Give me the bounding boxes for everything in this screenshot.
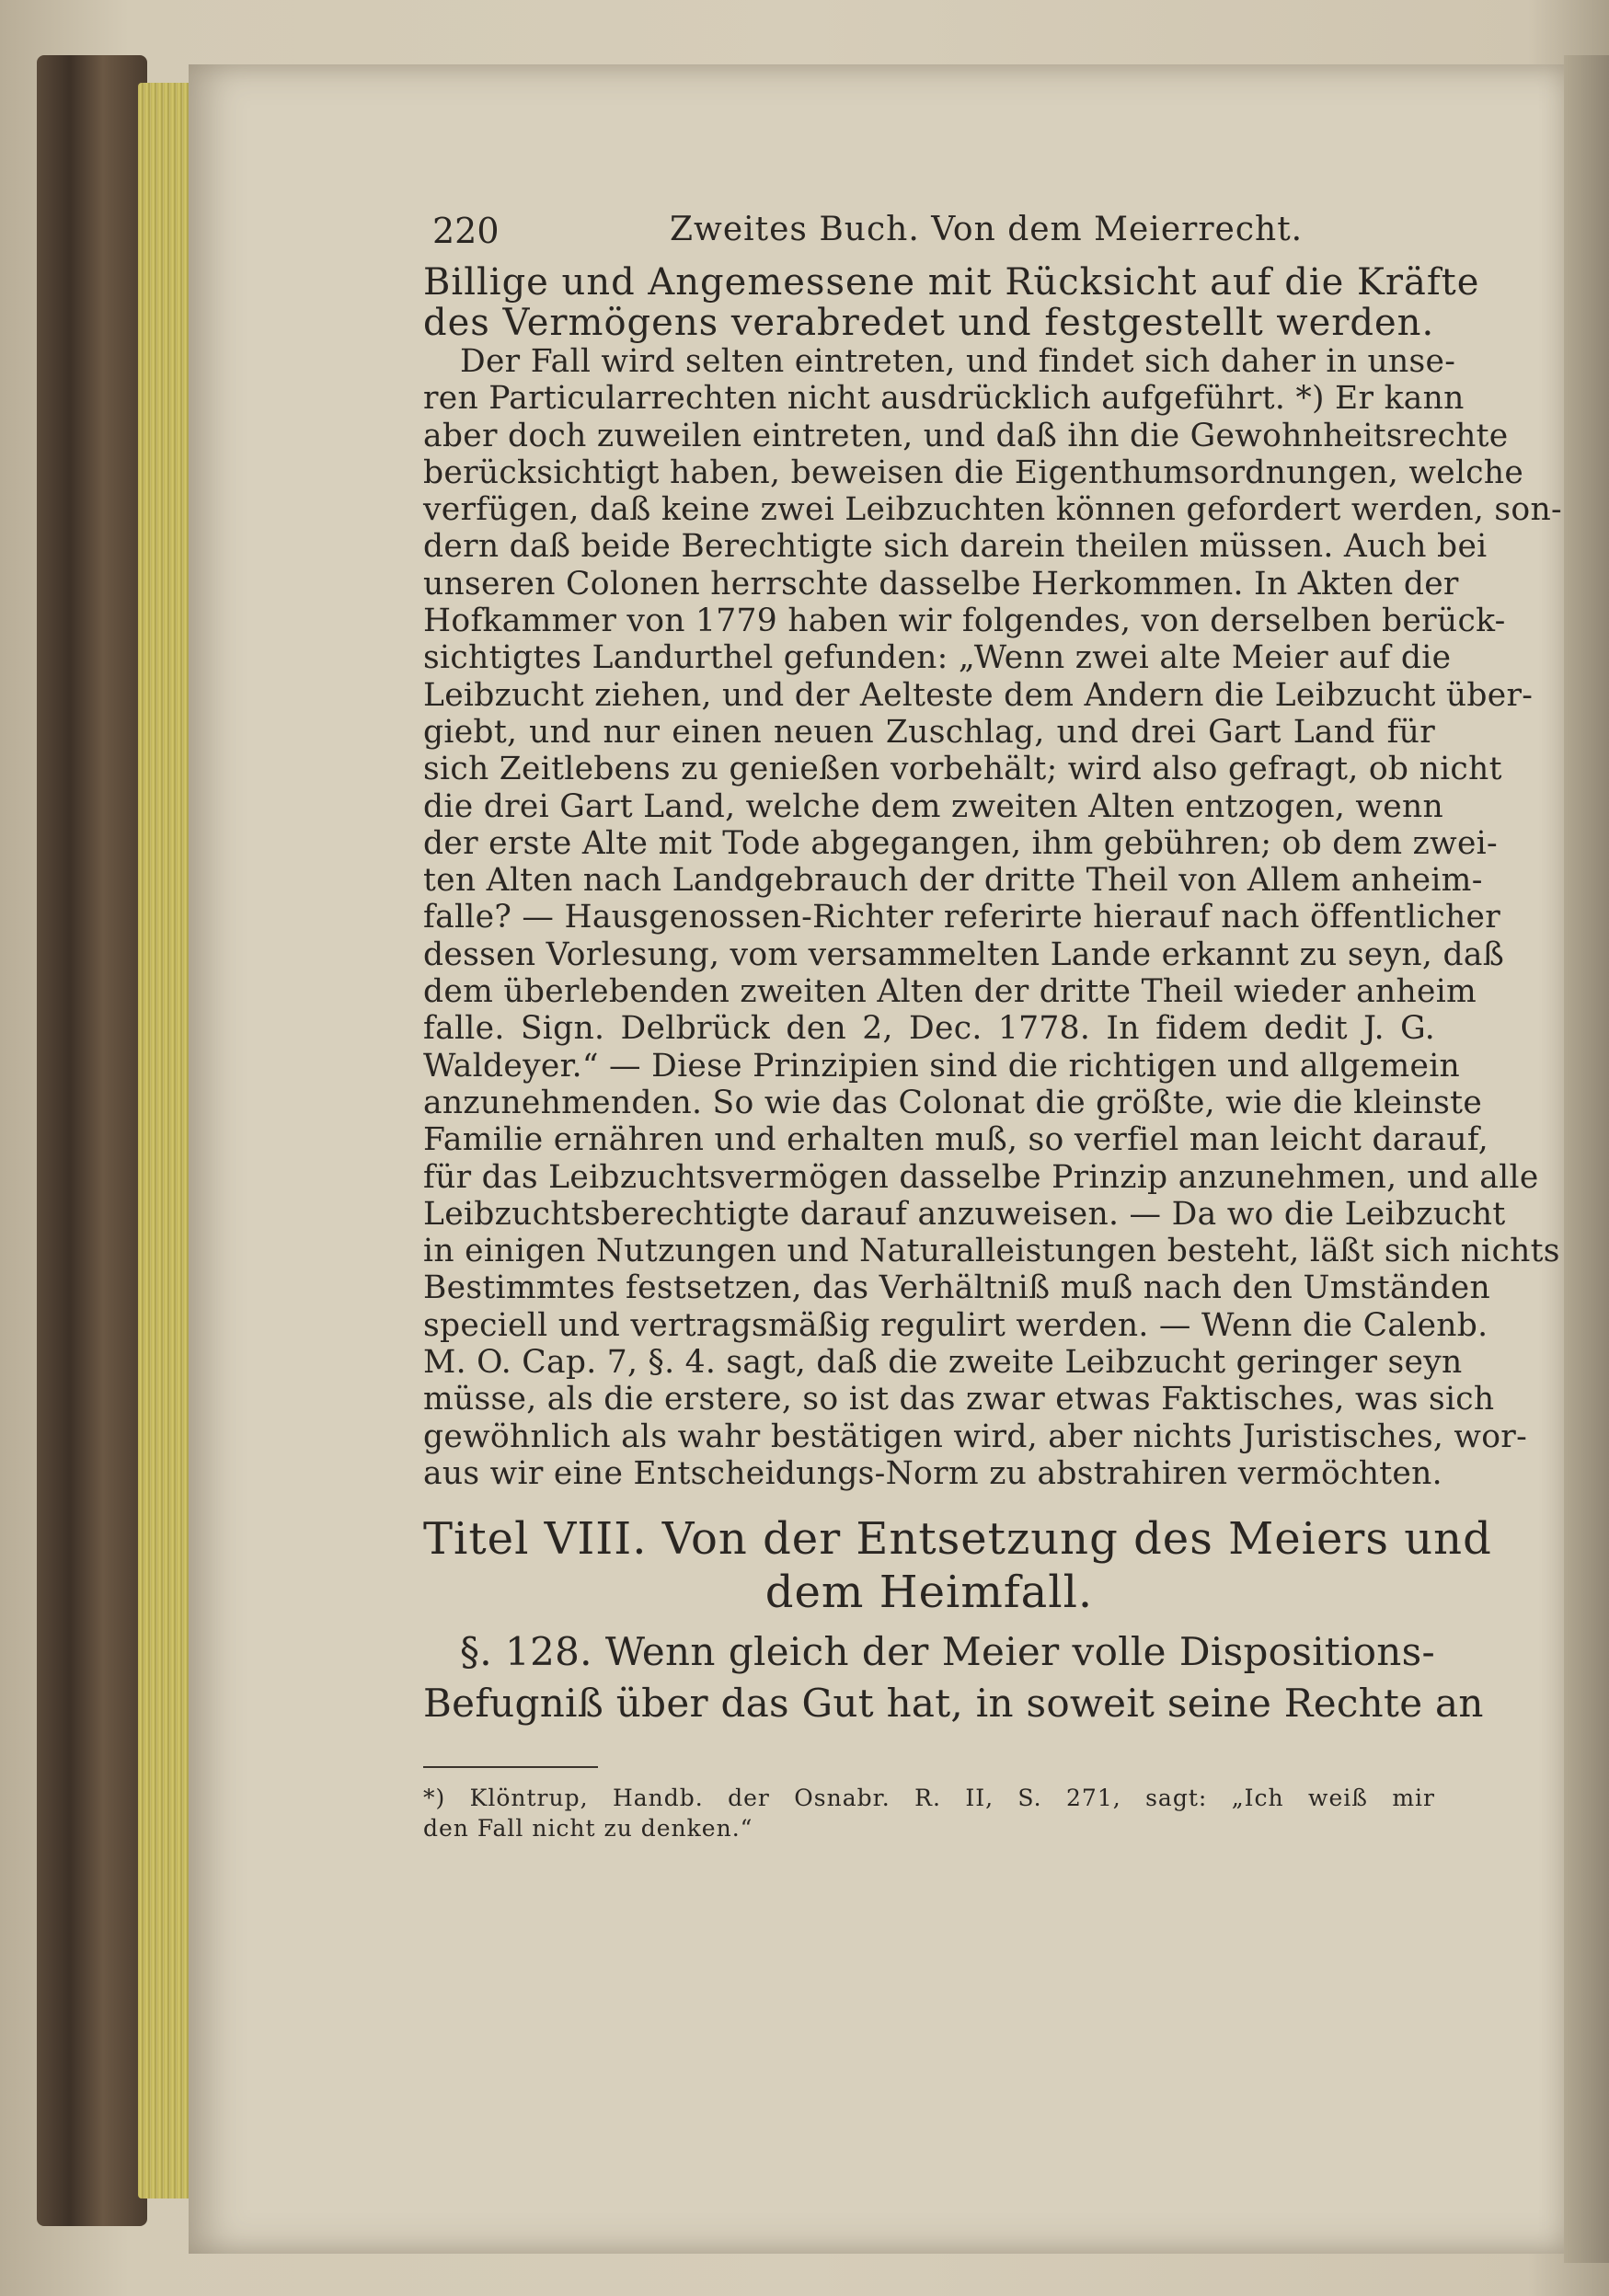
- opening-text: [423, 261, 1480, 344]
- text-line: für das Leibzuchtsvermögen dasselbe Prinzip anzunehmen, und alle: [423, 1158, 1539, 1196]
- text-line: verfügen, daß keine zwei Leibzuchten können gefordert werden, son-: [423, 491, 1562, 529]
- text-line: anzunehmenden. So wie das Colonat die größte, wie die kleinste: [423, 1084, 1483, 1121]
- text-line: die drei Gart Land, welche dem zweiten Alten entzogen, wenn: [423, 787, 1443, 825]
- text-line: Billige und Angemessene mit Rücksicht auf die Kräfte: [423, 261, 1480, 304]
- title-line: Titel VIII. Von der Entsetzung des Meiers und: [423, 1513, 1492, 1566]
- section-title: [423, 1512, 1492, 1619]
- footnote-line: den Fall nicht zu denken.“: [423, 1815, 753, 1843]
- footnote: [423, 1783, 1435, 1843]
- text-line: aus wir eine Entscheidungs-Norm zu abstrahiren vermöchten.: [423, 1454, 1442, 1492]
- text-line: Waldeyer.“ — Diese Prinzipien sind die richtigen und allgemein: [423, 1047, 1461, 1085]
- text-line: Bestimmtes festsetzen, das Verhältniß muß nach den Umständen: [423, 1269, 1490, 1307]
- text-line: Leibzucht ziehen, und der Aelteste dem Andern die Leibzucht über-: [423, 676, 1534, 714]
- text-line: Leibzuchtsberechtigte darauf anzuweisen. — Da wo die Leibzucht: [423, 1195, 1506, 1233]
- text-line: speciell und vertragsmäßig regulirt werden. — Wenn die Calenb.: [423, 1306, 1488, 1344]
- text-line: ten Alten nach Landgebrauch der dritte Theil von Allem anheim-: [423, 862, 1483, 900]
- text-line: Befugniß über das Gut hat, in soweit seine Rechte an: [423, 1681, 1484, 1727]
- text-line: unseren Colonen herrschte dasselbe Herkommen. In Akten der: [423, 565, 1459, 603]
- text-line: ren Particularrechten nicht ausdrücklich aufgeführt. *) Er kann: [423, 380, 1465, 418]
- text-line: Familie ernähren und erhalten muß, so verfiel man leicht darauf,: [423, 1121, 1489, 1159]
- text-line: falle. Sign. Delbrück den 2, Dec. 1778. In fidem dedit J. G.: [423, 1010, 1435, 1048]
- page-number: 220: [432, 211, 500, 251]
- text-line: der erste Alte mit Tode abgegangen, ihm gebühren; ob dem zwei-: [423, 824, 1498, 862]
- text-line: sichtigtes Landurthel gefunden: „Wenn zwei alte Meier auf die: [423, 639, 1452, 677]
- text-line: §. 128. Wenn gleich der Meier volle Dispositions-: [460, 1629, 1435, 1675]
- text-line: in einigen Nutzungen und Naturalleistungen besteht, läßt sich nichts: [423, 1233, 1560, 1270]
- text-line: giebt, und nur einen neuen Zuschlag, und drei Gart Land für: [423, 713, 1435, 751]
- text-line: M. O. Cap. 7, §. 4. sagt, daß die zweite Leibzucht geringer seyn: [423, 1344, 1463, 1382]
- text-line: dessen Vorlesung, vom versammelten Lande erkannt zu seyn, daß: [423, 936, 1505, 973]
- text-line: Hofkammer von 1779 haben wir folgendes, von derselben berück-: [423, 603, 1506, 640]
- page-header: [423, 207, 1435, 262]
- text-line: müsse, als die erstere, so ist das zwar etwas Faktisches, was sich: [423, 1381, 1495, 1418]
- text-line: gewöhnlich als wahr bestätigen wird, aber nichts Juristisches, wor-: [423, 1418, 1528, 1455]
- text-line: dern daß beide Berechtigte sich darein theilen müssen. Auch bei: [423, 528, 1488, 566]
- footnote-rule: [423, 1766, 598, 1768]
- footnote-line: *) Klöntrup, Handb. der Osnabr. R. II, S. 271, sagt: „Ich weiß mir: [423, 1785, 1435, 1812]
- facing-page-edge: [1564, 55, 1609, 2263]
- text-line: falle? — Hausgenossen-Richter referirte hierauf nach öffentlicher: [423, 899, 1500, 936]
- page-edges: [138, 83, 191, 2198]
- text-line: Der Fall wird selten eintreten, und findet sich daher in unse-: [460, 343, 1456, 380]
- page-text: [423, 207, 1562, 1843]
- section-paragraph: [423, 1626, 1484, 1729]
- title-line: dem Heimfall.: [764, 1567, 1094, 1619]
- text-line: dem überlebenden zweiten Alten der dritte Theil wieder anheim: [423, 973, 1477, 1011]
- text-line: des Vermögens verabredet und festgestellt werden.: [423, 302, 1435, 344]
- main-paragraph: [423, 343, 1562, 1492]
- book-cover-edge: [37, 55, 147, 2226]
- text-line: berücksichtigt haben, beweisen die Eigenthumsordnungen, welche: [423, 453, 1524, 491]
- text-line: sich Zeitlebens zu genießen vorbehält; wird also gefragt, ob nicht: [423, 751, 1502, 788]
- running-head: Zweites Buch. Von dem Meierrecht.: [670, 211, 1304, 248]
- text-line: aber doch zuweilen eintreten, und daß ihn die Gewohnheitsrechte: [423, 417, 1509, 454]
